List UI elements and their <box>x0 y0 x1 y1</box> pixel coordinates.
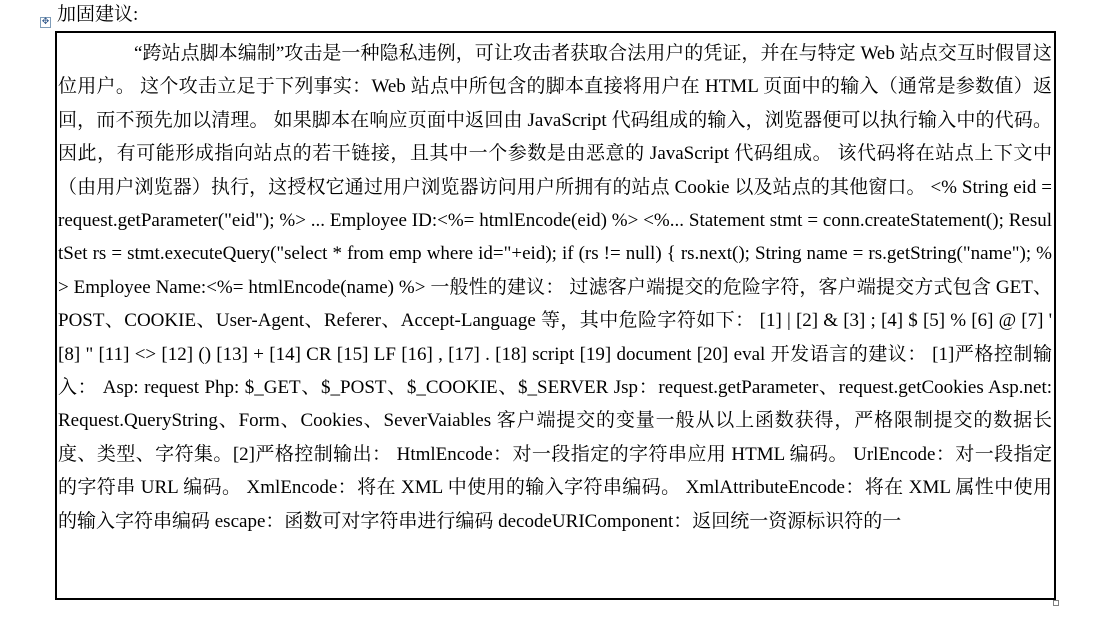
table-move-handle-icon[interactable] <box>40 17 51 28</box>
table-resize-handle-icon[interactable] <box>1053 600 1059 606</box>
recommendation-table-cell[interactable]: “跨站点脚本编制”攻击是一种隐私违例，可让攻击者获取合法用户的凭证，并在与特定 Web 站点交互时假冒这位用户。 这个攻击立足于下列事实：Web 站点中所包含的脚本直接将用户在 HTML 页面中的输入（通常是参数值）返回，而不预先加以清理。 如果脚本在响应页面中返回由 JavaScript 代码组成的输入，浏览器便可以执行输入中的代码。 因此，有可能形成指向站点的若干链接，且其中一个参数是由恶意的 JavaScript 代码组成。 该代码将在站点上下文中（由用户浏览器）执行，这授权它通过用户浏览器访问用户所拥有的站点 Cookie 以及站点的其他窗口。 <% String eid = request.getParameter("eid"); %> ... Employee ID:<%= htmlEncode(eid) %> <%... Statement stmt = conn.createStatement(); ResultSet rs = stmt.executeQuery("select * from emp where id="+eid); if (rs != null) { rs.next(); String name = rs.getString("name"); %> Employee Name:<%= htmlEncode(name) %> 一般性的建议： 过滤客户端提交的危险字符，客户端提交方式包含 GET、POST、COOKIE、User-Agent、Referer、Accept-Language 等，其中危险字符如下： [1] | [2] & [3] ; [4] $ [5] % [6] @ [7] ' [8] " [11] <> [12] () [13] + [14] CR [15] LF [16] , [17] . [18] script [19] document [20] eval 开发语言的建议： [1]严格控制输入： Asp: request Php: $_GET、$_POST、$_COOKIE、$_SERVER Jsp：request.getParameter、request.getCookies Asp.net: Request.QueryString、Form、Cookies、SeverVaiables 客户端提交的变量一般从以上函数获得，严格限制提交的数据长度、类型、字符集。[2]严格控制输出： HtmlEncode：对一段指定的字符串应用 HTML 编码。 UrlEncode：对一段指定的字符串 URL 编码。 XmlEncode：将在 XML 中使用的输入字符串编码。 XmlAttributeEncode：将在 XML 属性中使用的输入字符串编码 escape：函数可对字符串进行编码 decodeURIComponent：返回统一资源标识符的一 <box>58 43 1052 532</box>
section-heading: 加固建议: <box>57 4 139 25</box>
four-way-arrow-icon: ✥ <box>41 17 50 27</box>
recommendation-table <box>55 31 1056 600</box>
